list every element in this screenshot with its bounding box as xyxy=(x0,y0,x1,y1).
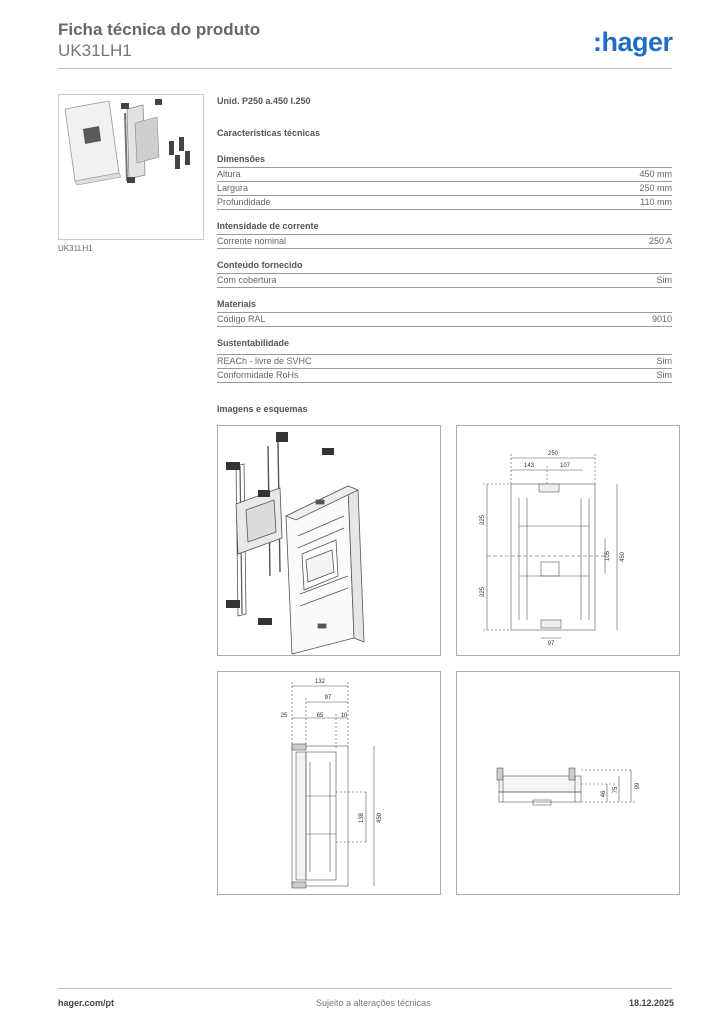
spec-row xyxy=(217,195,672,210)
spec-row xyxy=(217,354,672,368)
dim-height-mid: 105 xyxy=(605,550,611,562)
page-title: Ficha técnica do produto xyxy=(58,20,261,39)
spec-label: Com cobertura xyxy=(217,275,277,285)
dim-depth-total: 132 xyxy=(314,679,326,685)
specifications xyxy=(217,96,672,383)
product-image xyxy=(58,94,204,240)
images-section-title: Imagens e esquemas xyxy=(217,404,308,414)
spec-row xyxy=(217,181,672,195)
footer-disclaimer: Sujeito a alterações técnicas xyxy=(316,998,431,1008)
dim-99: 99 xyxy=(635,782,641,790)
section-title: Materiais xyxy=(217,299,257,309)
top-view-drawing xyxy=(456,671,680,895)
spec-value: 450 mm xyxy=(639,169,672,179)
dim-depth-97: 97 xyxy=(324,695,332,701)
footer-divider xyxy=(58,988,672,989)
side-view-drawing xyxy=(217,671,441,895)
spec-value: 9010 xyxy=(651,314,672,324)
footer-website[interactable]: hager.com/pt xyxy=(58,998,115,1008)
spec-value: 250 mm xyxy=(639,183,672,193)
dim-height-bottom: 225 xyxy=(480,586,486,598)
section-title: Dimensões xyxy=(217,154,266,164)
characteristics-title: Características técnicas xyxy=(217,128,321,138)
dim-width: 250 xyxy=(547,451,559,457)
dim-46: 46 xyxy=(601,790,607,798)
spec-label: Altura xyxy=(217,169,241,179)
spec-label: REACh - livre de SVHC xyxy=(217,356,312,366)
dim-height-top: 225 xyxy=(480,514,486,526)
spec-row xyxy=(217,234,672,249)
spec-value: Sim xyxy=(656,275,672,285)
dim-width-right: 107 xyxy=(559,463,571,469)
spec-label: Conformidade RoHs xyxy=(217,370,299,380)
isometric-drawing xyxy=(217,425,441,656)
spec-row xyxy=(217,368,672,383)
hager-logo: :hager xyxy=(593,27,673,57)
spec-row xyxy=(217,312,672,327)
dim-width-left: 143 xyxy=(523,463,535,469)
product-image-caption: UK31LH1 xyxy=(58,244,93,253)
dim-bottom: 97 xyxy=(547,641,555,647)
section-title: Intensidade de corrente xyxy=(217,221,319,231)
front-view-drawing xyxy=(456,425,680,656)
spec-label: Profundidade xyxy=(217,197,271,207)
spec-value: Sim xyxy=(656,370,672,380)
spec-label: Corrente nominal xyxy=(217,236,287,246)
dim-75: 75 xyxy=(613,786,619,794)
dim-height-138: 138 xyxy=(359,812,365,824)
section-title: Sustentabilidade xyxy=(217,338,290,348)
spec-row xyxy=(217,273,672,288)
spec-value: 250 A xyxy=(648,236,672,246)
dim-depth-65: 65 xyxy=(316,713,324,719)
spec-row xyxy=(217,167,672,181)
dim-height-450: 450 xyxy=(377,812,383,824)
section-title: Conteúdo fornecido xyxy=(217,260,303,270)
header-divider xyxy=(58,68,672,69)
spec-value: Sim xyxy=(656,356,672,366)
unit-dimensions: Unid. P250 a.450 l.250 xyxy=(217,96,311,106)
dim-height-total: 450 xyxy=(620,551,626,563)
footer-date: 18.12.2025 xyxy=(629,998,675,1008)
dim-depth-10: 10 xyxy=(340,713,348,719)
dim-depth-25: 25 xyxy=(280,713,288,719)
spec-label: Largura xyxy=(217,183,249,193)
product-reference: UK31LH1 xyxy=(58,41,132,60)
spec-value: 110 mm xyxy=(640,197,672,207)
spec-label: Código RAL xyxy=(217,314,266,324)
